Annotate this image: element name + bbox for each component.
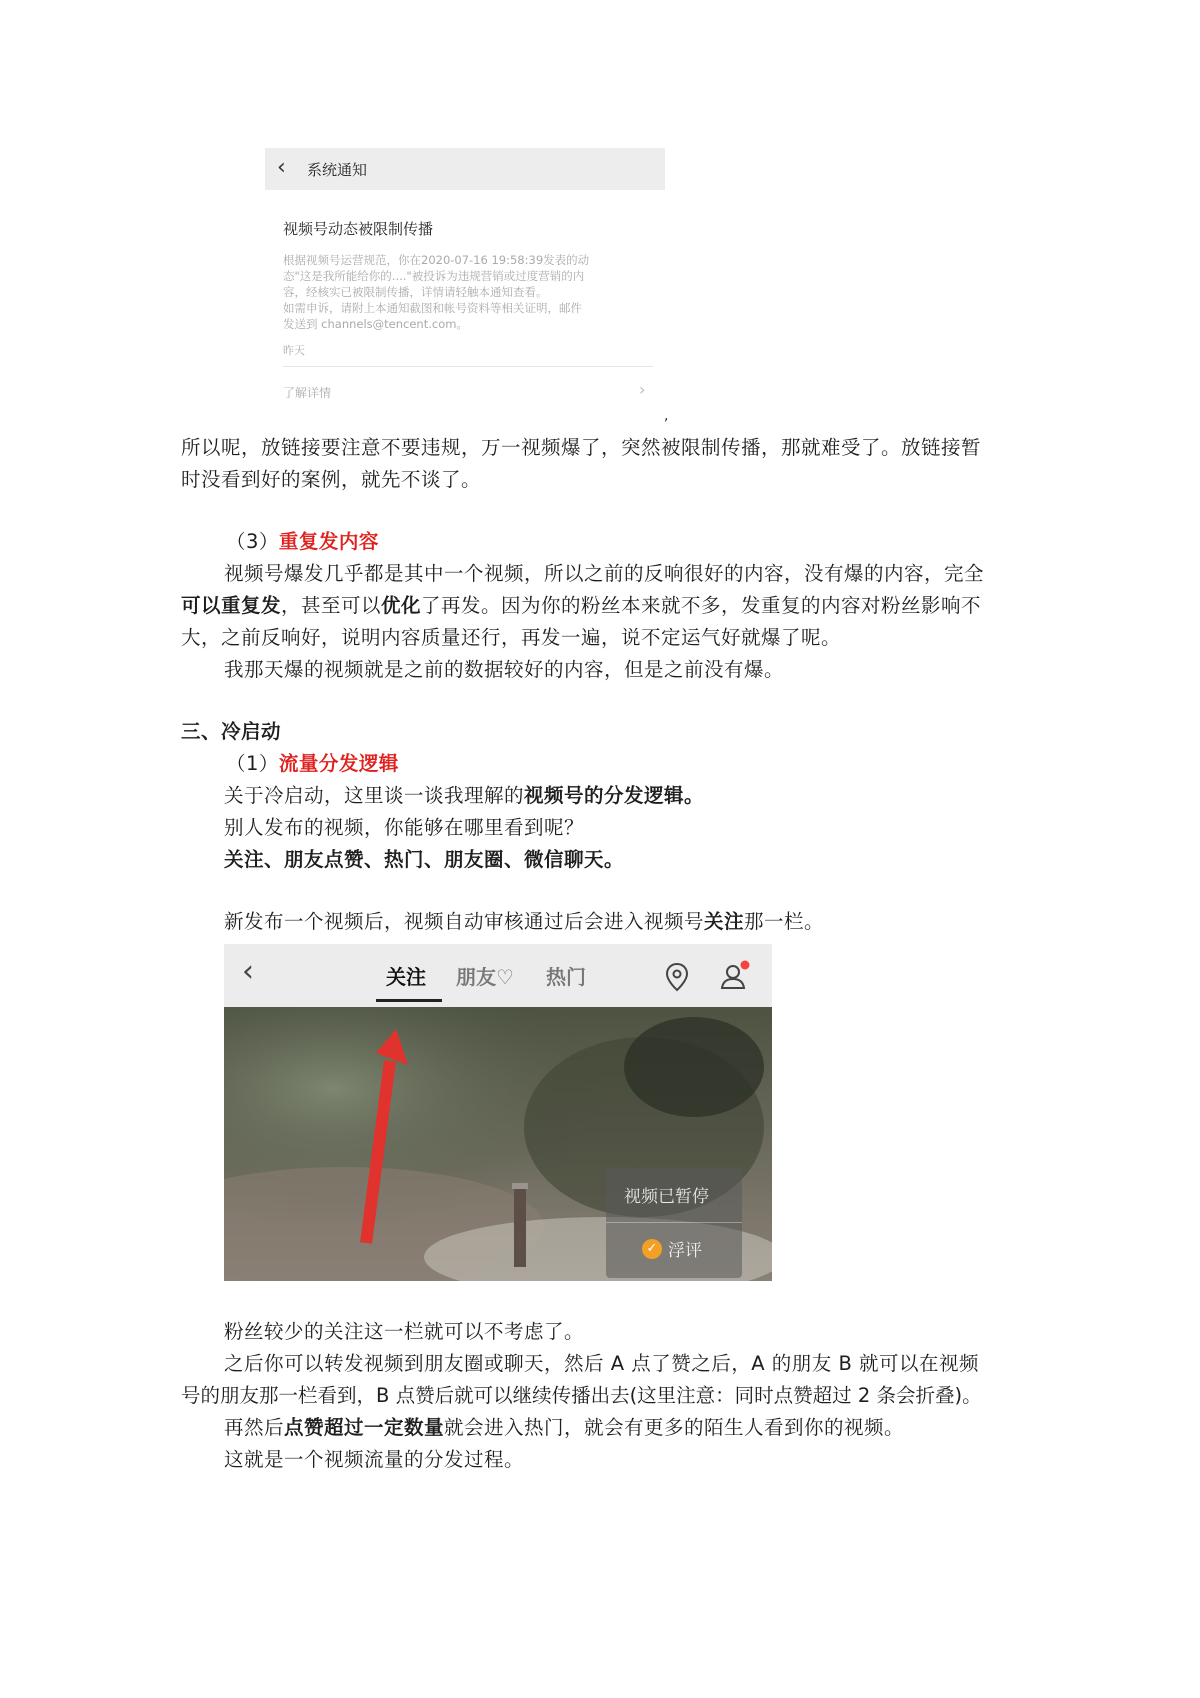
paragraph-line: 关注、朋友点赞、热门、朋友圈、微信聊天。: [224, 848, 625, 871]
section-title: 重复发内容: [278, 530, 379, 553]
section-heading: [226, 526, 379, 558]
paragraph-line: 大，之前反响好，说明内容质量还行，再发一遍，说不定运气好就爆了呢。: [181, 626, 842, 649]
notice-header-title: 系统通知: [307, 161, 368, 179]
section-number: （1）: [226, 752, 279, 775]
divider: [283, 366, 653, 367]
tab-hot[interactable]: 热门: [546, 965, 586, 989]
notice-body: 根据视频号运营规范，你在2020-07-16 19:58:39发表的动 态"这是我所能给你的...."被投诉为违规营销或过度营销的内 容，经核实已被限制传播，详情请轻触本通知查看。 如需申诉，请附上本通知截图和帐号资料等相关证明，邮件 发送到 channels@tencent.com。: [283, 253, 590, 331]
notice-date: 昨天: [283, 344, 305, 357]
paragraph-line: 我那天爆的视频就是之前的数据较好的内容，但是之前没有爆。: [224, 658, 785, 681]
bold-text: 视频号的分发逻辑。: [524, 784, 705, 807]
section-number: （3）: [226, 530, 279, 553]
paragraph-line: [224, 780, 704, 812]
text: 再然后: [224, 1416, 285, 1439]
text: ，甚至可以: [281, 594, 382, 617]
paragraph-line: 这就是一个视频流量的分发过程。: [224, 1448, 525, 1471]
paragraph-line: 时没看到好的案例，就先不谈了。: [181, 468, 482, 491]
more-details-link[interactable]: 了解详情: [283, 386, 332, 400]
bold-text: 关注: [704, 910, 745, 933]
paragraph-line: [224, 1412, 904, 1444]
section-title: 流量分发逻辑: [278, 752, 399, 775]
paragraph-line: 所以呢，放链接要注意不要违规，万一视频爆了，突然被限制传播，那就难受了。放链接暂: [181, 436, 982, 459]
bold-text: 可以重复发: [181, 594, 282, 617]
notice-card[interactable]: [265, 190, 665, 416]
check-icon: ✓: [642, 1239, 662, 1259]
profile-icon[interactable]: [718, 960, 752, 994]
text: 了再发。因为你的粉丝本来就不多，发重复的内容对粉丝影响不: [421, 594, 982, 617]
part-heading: 三、冷启动: [181, 720, 282, 743]
stray-comma: ,: [664, 408, 669, 424]
paragraph-line: 视频号爆发几乎都是其中一个视频，所以之前的反响很好的内容，没有爆的内容，完全: [224, 562, 985, 585]
text: 关于冷启动，这里谈一谈我理解的: [224, 784, 525, 807]
text: 新发布一个视频后，视频自动审核通过后会进入视频号: [224, 910, 705, 933]
section-heading: [226, 748, 399, 780]
paragraph-line: 号的朋友那一栏看到，B 点赞后就可以继续传播出去(这里注意：同时点赞超过 2 条会折叠)。: [181, 1384, 982, 1407]
float-comment-label[interactable]: 浮评: [668, 1241, 702, 1261]
notice-screenshot: [265, 148, 665, 416]
bold-text: 点赞超过一定数量: [284, 1416, 445, 1439]
tab-follow[interactable]: 关注: [386, 965, 426, 989]
paragraph-line: 粉丝较少的关注这一栏就可以不考虑了。: [224, 1320, 585, 1343]
active-tab-underline: [376, 999, 442, 1002]
tab-friends[interactable]: 朋友♡: [456, 965, 514, 989]
video-paused-overlay[interactable]: [606, 1168, 742, 1278]
divider: [606, 1222, 742, 1223]
paragraph-line: [224, 906, 824, 938]
chevron-right-icon: ›: [639, 380, 646, 399]
notice-title: 视频号动态被限制传播: [283, 220, 434, 238]
paragraph-line: 之后你可以转发视频到朋友圈或聊天，然后 A 点了赞之后，A 的朋友 B 就可以在视频: [224, 1352, 980, 1375]
tab-bar: [224, 944, 772, 1007]
tabs-screenshot: [224, 944, 772, 1281]
text: 那一栏。: [744, 910, 825, 933]
paragraph-line: 别人发布的视频，你能够在哪里看到呢？: [224, 816, 585, 839]
notice-header: [265, 148, 665, 190]
back-arrow-icon[interactable]: ‹: [277, 155, 286, 180]
paragraph-line: [181, 590, 981, 622]
location-icon[interactable]: [664, 962, 690, 992]
video-paused-label: 视频已暂停: [624, 1187, 709, 1207]
back-arrow-icon[interactable]: ‹: [242, 954, 254, 989]
text: 就会进入热门，就会有更多的陌生人看到你的视频。: [444, 1416, 905, 1439]
bold-text: 优化: [381, 594, 422, 617]
